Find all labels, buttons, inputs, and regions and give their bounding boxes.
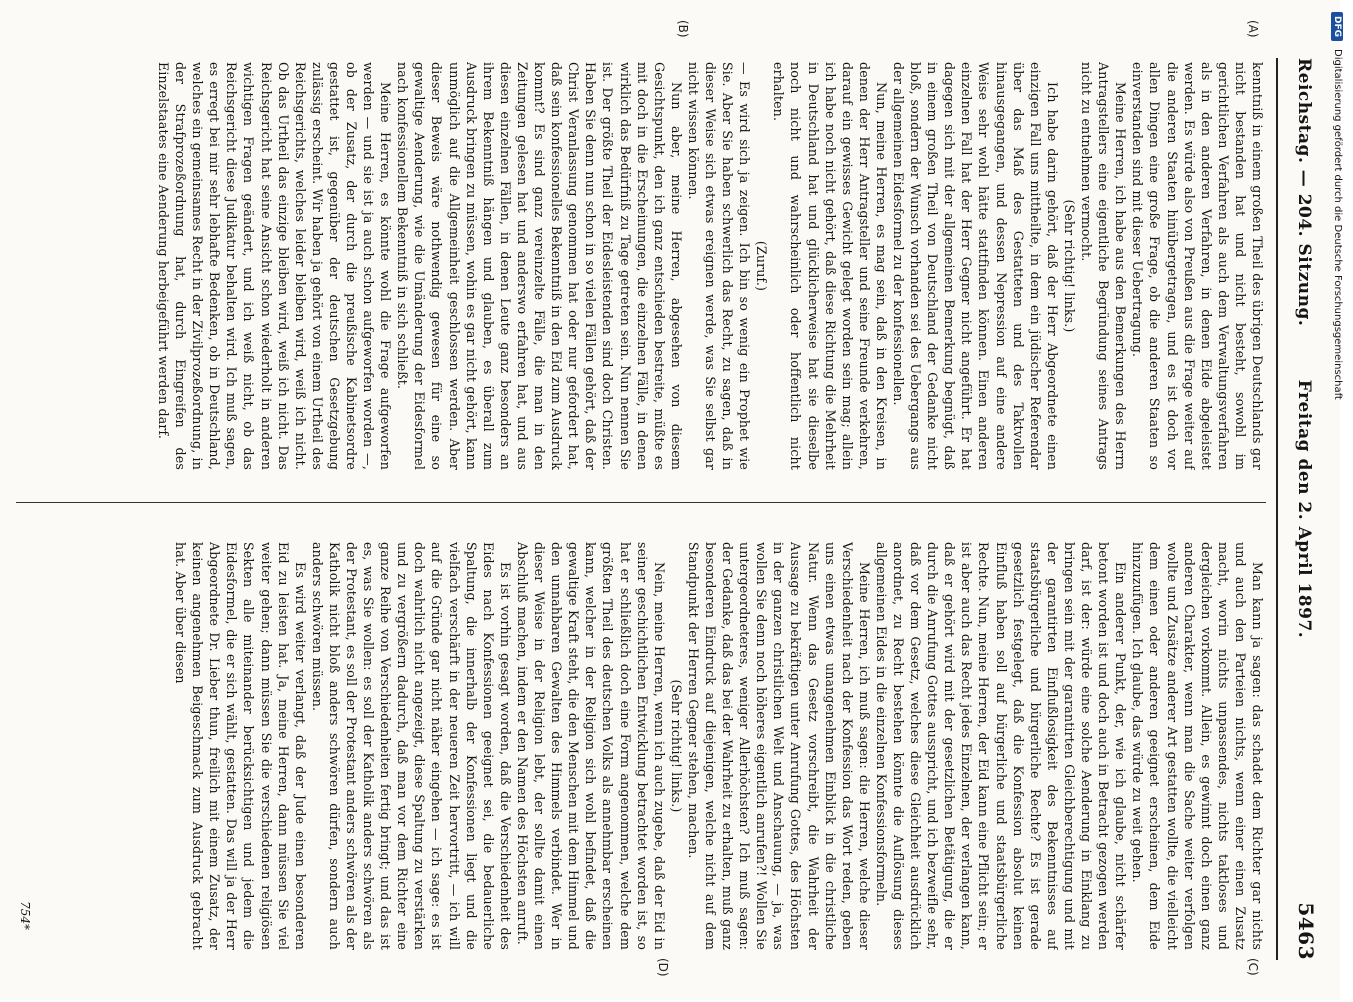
interjection: (Sehr richtig! links.)	[668, 679, 684, 813]
interjection: (Zuruf.)	[754, 240, 770, 292]
running-head	[1286, 58, 1320, 960]
interjection: (Sehr richtig! links.)	[1061, 199, 1077, 333]
dfg-logo: DFG	[1332, 12, 1344, 41]
paragraph: Meine Herren, ich muß sagen: die Herren, welche dieser Verschiedenheit nach der Konfession das Wort reden, geben uns einen etwas unangenehmen Einblick in die christliche Natur. Wenn das Gesetz vorschreibt, die Wahrheit der Aussage zu bekräftigen unter Anrufung Gottes, des Höchsten in der ganzen christlichen Welt und Anschauung, — ja, was wollen Sie denn noch höheres eigentlich anrufen?! Wollen Sie untergeordneteres, weniger Allerhöchsten? Ich muß sagen: der Gedanke, daß das bei der Wahrheit zu erhalten, muß ganz besonderen Eindruck auf diejenigen, welche nicht auf dem Standpunkt der Herren Gegner stehen, machen.	[685, 542, 872, 950]
paragraph: Ein anderer Punkt, der, wie ich glaube, nicht schärfer betont worden ist und doch auch in Betracht gezogen werden darf, ist der: würde eine solche Aenderung in Einklang zu bringen sein mit der garantirten Gleichberechtigung und mit der garantirten Einflußlosigkeit des Bekenntnisses auf staatsbürgerliche und bürgerliche Rechte? Es ist gerade gesetzlich festgelegt, daß die Konfession absolut keinen Einfluß haben soll auf bürgerliche und staatsbürgerliche Rechte. Nun, meine Herren, der Eid kann eine Pflicht sein; er ist aber auch das Recht jedes Einzelnen, der verlangen kann, daß er gehört wird mit der gesetzlichen Betätigung, die er durch die Anrufung Gottes ausspricht, und ich bezweifle sehr, daß vor dem Gesetz, welches diese Gleichheit ausdrücklich anordnet, zu Recht bestehen könnte die Auflösung dieses allgemeinen Eides in die einzelnen Konfessionsformeln.	[873, 542, 1129, 950]
digitization-credit	[1322, 0, 1353, 1000]
paragraph: Man kann ja sagen: das schadet dem Richter gar nichts und auch den Parteien nichts, wenn einer einen Zusatz macht, worin nichts unpassendes, nichts taktloses und dergleichen vorkommt. Allein, es gewinnt doch einen ganz anderen Charakter, wenn man die Sache weiter verfolgen wollte und Zusätze anderer Art gestatten wollte, die vielleicht dem einen oder anderen geeignet erscheinen, dem Eide hinzuzufügen. Ich glaube, das würde zu weit gehen.	[1130, 542, 1265, 950]
paragraph: kenntniß in einem großen Theil des übrigen Deutschlands gar nicht bestanden hat und nicht besteht, sowohl im gerichtlichen Verfahren als auch dem Verwaltungsverfahren als in den anderen Verfahren, in denen Eide abgeleistet werden. Es würde also von Preußen aus die Frage weiter auf die anderen Staaten hinübergetragen, und es ist doch vor allen Dingen eine große Frage, ob die anderen Staaten so einverstanden sind mit dieser Uebertragung.	[1130, 62, 1265, 470]
paragraph: Es ist vorhin gesagt worden, daß die Verschiedenheit des Eides nach Konfessionen geeignet sei, die bedauerliche Spaltung, die innerhalb der Konfessionen liegt und die vielfach verschärft in der neueren Zeit hervortritt, — ich will auf die Gründe gar nicht näher eingehen — ich sage: es ist doch wahrlich nicht angezeigt, diese Spaltung zu verstärken und zu vergrößern dadurch, daß man vor dem Richter eine ganze Reihe von Verschiedenheiten fertig bringt; und das ist es, was Sie wollen: es soll der Katholik anders schwören als der Protestant, es soll der Protestant anders schwören als der Katholik nicht bloß anders schwören dürfen, sondern auch anders schwören müssen.	[309, 542, 513, 950]
paragraph: Meine Herren, es könnte wohl die Frage aufgeworfen werden — und sie ist ja auch schon aufgeworfen worden —, ob der Zusatz, der durch die preußische Kabinetsordre gestattet ist, gegenüber der deutschen Gesetzgebung zulässig erscheint. Wir haben ja gehört von einem Urtheil des Reichsgerichts, welches leider bleiben wird, weiß ich nicht. Ob das Urtheil das einzige bleiben wird, weiß ich nicht. Das Reichsgericht hat seine Ansicht schon wiederholt in anderen wichtigen Fragen geändert, und ich weiß nicht, ob das Reichsgericht diese Judikatur behalten wird. Ich muß sagen, es erregt bei mir sehr lebhafte Bedenken, ob in Deutschland, welches ein gemeinsames Recht in der Zivilprozeßordnung, in der Strafprozeßordnung hat, durch Eingreifen des Einzelstaates eine Aenderung herbeigeführt werden darf.	[156, 62, 394, 470]
credit-text: Digitalisierung gefördert durch die Deutsche Forschungsgemeinschaft	[1332, 49, 1343, 400]
header-session: Reichstag. — 204. Sitzung.	[1294, 58, 1314, 327]
margin-mark-c: (C)	[1246, 958, 1260, 976]
paragraph: Nun aber, meine Herren, abgesehen von diesem Gesichtspunkt, den ich ganz entschieden bestreite, müßte es mit doch in die Erscheinungen, die einzelnen Fälle, in denen wirklich das Bedürfniß zu Tage getreten sein. Nun nennen Sie ist. Der größte Theil der Eidesleistenden sind doch Christen. Haben Sie denn nun schon in so vielen Fällen gehört, daß der Christ Veranlassung genommen hat oder nur gefordert hat, daß sein konfessionelles Bekenntniß in den Eid zum Ausdruck kommt? Es sind ganz vereinzelte Fälle, die man in den Zeitungen gelesen hat und anderswo erfahren hat, und aus diesen einzelnen Fällen, in denen Leute ganz besonders an ihrem Bekenntniß hängen und glauben, es überall zum Ausdruck bringen zu müssen, wohin es gar nicht gehört, kann unmöglich auf die Allgemeinheit geschlossen werden. Aber dieser Beweis wäre nothwendig gewesen für eine so gewaltige Aenderung, wie die Umänderung der Eidesformel nach konfessionellem Bekenntniß in sich schließt.	[395, 62, 684, 470]
column-divider	[16, 502, 1266, 503]
header-divider	[1276, 58, 1278, 960]
paragraph: Nein, meine Herren, wenn ich auch zugebe, daß der Eid in seiner geschichtlichen Entwicklung betrachtet worden ist, so hat er schließlich doch eine Form angenommen, welche dem größten Theil des deutschen Volks als annehmbar erscheinen kann, welcher in der Religion sich wohl befindet, daß die gewaltige Kraft steht, die den Menschen mit dem Himmel und den unnahbaren Gewalten des Himmels verbindet. Wer in dieser Weise in der Religion lebt, der sollte damit einen Abschluß machen, indem er den Namen des Höchsten anruft.	[514, 542, 667, 950]
signature-mark: 754*	[18, 901, 32, 930]
header-date: Freitag den 2. April 1897.	[1294, 379, 1314, 639]
right-column	[16, 542, 1266, 950]
paragraph: — Es wird sich ja zeigen. Ich bin so wenig ein Prophet wie Sie. Aber Sie haben schwerlich das Recht, zu sagen, daß in dieser Weise sich etwas ereignen werde, was Sie selbst gar nicht wissen können.	[685, 62, 753, 470]
paragraph: Ich habe darin gehört, daß der Herr Abgeordnete einen einzigen Fall uns mittheilte, in dem ein jüdischer Referendar über das Maß des Gestatteten und des Taktvollen hinausgegangen, und dessen Nepression auf eine andere Weise sehr wohl hätte stattfinden können. Einen anderen einzelnen Fall hat der Herr Gegner nicht angeführt. Er hat dagegen sich mit der allgemeinen Bemerkung begnügt, daß in einem großen Theil von Deutschland der Gedanke nicht bloß, sondern der Wunsch vorhanden sei des Uebergangs aus der allgemeinen Eidesformel zu der konfessionellen.	[891, 62, 1060, 470]
left-column	[16, 62, 1266, 470]
margin-mark-d: (D)	[656, 958, 670, 977]
margin-mark-b: (B)	[676, 20, 690, 38]
page-number: 5463	[1294, 902, 1318, 960]
margin-mark-a: (A)	[1246, 20, 1260, 38]
paragraph: Es wird weiter verlangt, daß der Jude einen besonderen Eid zu leisten hat. Ja, meine Herren, dann müssen Sie viel weiter gehen; dann müssen Sie die verschiedenen religiösen Sekten alle miteinander berücksichtigen und jedem die Eidesformel, die er sich wählt, gestatten. Das will ja der Herr Abgeordnete Dr. Lieber thun, freilich mit einem Zusatz, der keinen angenehmen Beigeschmack zum Ausdruck gebracht hat. Aber über diesen	[173, 542, 308, 950]
paragraph: Nun, meine Herren, es mag sein, daß in den Kreisen, in denen der Herr Antragsteller und seine Freunde verkehren, darauf ein gewisses Gewicht gelegt worden sein mag; allein ich habe noch nicht gehört, daß diese Richtung die Mehrheit in Deutschland hat und glücklicherweise hat sie dieselbe noch nicht und wahrscheinlich oder hoffentlich nicht erhalten.	[771, 62, 889, 470]
paragraph: Meine Herren, ich habe aus den Bemerkungen des Herrn Antragstellers eine eigentliche Begründung seines Antrags nicht zu entnehmen vermocht.	[1079, 62, 1129, 470]
